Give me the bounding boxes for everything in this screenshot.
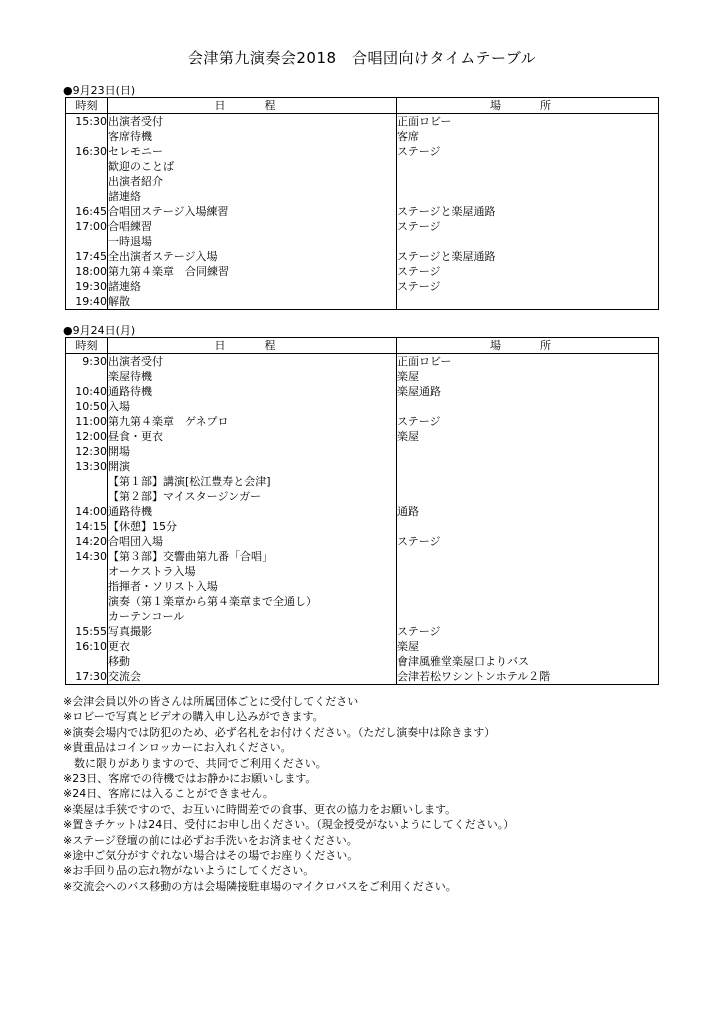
schedule-cell: 第九第４楽章 ゲネプロ bbox=[108, 414, 397, 429]
time-cell: 14:15 bbox=[66, 519, 108, 534]
place-cell bbox=[397, 159, 659, 174]
time-cell: 12:30 bbox=[66, 444, 108, 459]
time-cell bbox=[66, 234, 108, 249]
place-cell bbox=[397, 174, 659, 189]
place-cell: ステージ bbox=[397, 219, 659, 234]
place-cell bbox=[397, 234, 659, 249]
note-item: ※お手回り品の忘れ物がないようにしてください。 bbox=[63, 864, 315, 878]
time-cell: 9:30 bbox=[66, 354, 108, 370]
time-cell: 13:30 bbox=[66, 459, 108, 474]
place-cell: ステージ bbox=[397, 624, 659, 639]
table-row bbox=[66, 474, 659, 489]
note-item: ※交流会へのバス移動の方は会場隣接駐車場のマイクロバスをご利用ください。 bbox=[63, 879, 457, 893]
note-item: ※貴重品はコインロッカーにお入れください。 bbox=[63, 741, 292, 755]
time-cell: 10:40 bbox=[66, 384, 108, 399]
time-cell: 17:30 bbox=[66, 669, 108, 685]
place-cell: 楽屋 bbox=[397, 429, 659, 444]
table-row bbox=[66, 294, 659, 310]
time-cell: 12:00 bbox=[66, 429, 108, 444]
schedule-cell: カーテンコール bbox=[108, 609, 397, 624]
page-title: 会津第九演奏会2018 合唱団向けタイムテーブル bbox=[187, 49, 537, 67]
table-row bbox=[66, 234, 659, 249]
schedule-cell: 歓迎のことば bbox=[108, 159, 397, 174]
schedule-cell: オーケストラ入場 bbox=[108, 564, 397, 579]
time-cell bbox=[66, 189, 108, 204]
schedule-cell: 出演者紹介 bbox=[108, 174, 397, 189]
schedule-cell: 諸連絡 bbox=[108, 279, 397, 294]
schedule-cell: 通路待機 bbox=[108, 504, 397, 519]
note-item: 数に限りがありますので、共同でご利用ください。 bbox=[63, 756, 327, 770]
schedule-cell: 客席待機 bbox=[108, 129, 397, 144]
schedule-cell: 出演者受付 bbox=[108, 114, 397, 130]
table-row bbox=[66, 594, 659, 609]
place-cell: 通路 bbox=[397, 504, 659, 519]
time-cell: 14:00 bbox=[66, 504, 108, 519]
table-row bbox=[66, 579, 659, 594]
time-cell bbox=[66, 369, 108, 384]
schedule-cell: 指揮者・ソリスト入場 bbox=[108, 579, 397, 594]
table-row bbox=[66, 534, 659, 549]
time-cell: 19:30 bbox=[66, 279, 108, 294]
time-cell bbox=[66, 654, 108, 669]
table-row bbox=[66, 144, 659, 159]
schedule-cell: 開演 bbox=[108, 459, 397, 474]
place-cell bbox=[397, 399, 659, 414]
notes-list bbox=[63, 694, 514, 894]
schedule-cell: 通路待機 bbox=[108, 384, 397, 399]
schedule-cell: 更衣 bbox=[108, 639, 397, 654]
schedule-cell: 開場 bbox=[108, 444, 397, 459]
schedule-cell: 交流会 bbox=[108, 669, 397, 685]
time-cell bbox=[66, 489, 108, 504]
place-cell: 楽屋通路 bbox=[397, 384, 659, 399]
time-cell: 17:45 bbox=[66, 249, 108, 264]
time-cell bbox=[66, 159, 108, 174]
time-cell: 16:30 bbox=[66, 144, 108, 159]
table-header-row bbox=[66, 338, 659, 354]
table-row bbox=[66, 204, 659, 219]
table-row bbox=[66, 249, 659, 264]
table-row bbox=[66, 129, 659, 144]
time-cell: 11:00 bbox=[66, 414, 108, 429]
place-cell: 楽屋 bbox=[397, 369, 659, 384]
place-cell: 会津若松ワシントンホテル２階 bbox=[397, 669, 659, 685]
place-cell: 客席 bbox=[397, 129, 659, 144]
note-item: ※置きチケットは24日、受付にお申し出ください。（現金授受がないようにしてください。） bbox=[63, 818, 515, 832]
day2-label: ●9月24日(月) bbox=[63, 324, 136, 337]
place-cell bbox=[397, 474, 659, 489]
time-cell: 15:55 bbox=[66, 624, 108, 639]
table-header-row bbox=[66, 98, 659, 114]
time-cell bbox=[66, 579, 108, 594]
note-item: ※ロビーで写真とビデオの購入申し込みができます。 bbox=[63, 710, 324, 724]
time-cell: 17:00 bbox=[66, 219, 108, 234]
table-row bbox=[66, 504, 659, 519]
table-row bbox=[66, 609, 659, 624]
day1-schedule-table bbox=[65, 97, 659, 310]
place-cell: 正面ロビー bbox=[397, 354, 659, 370]
schedule-cell: 全出演者ステージ入場 bbox=[108, 249, 397, 264]
table-row bbox=[66, 414, 659, 429]
place-cell: ステージと楽屋通路 bbox=[397, 249, 659, 264]
schedule-cell: 【第１部】講演[松江豊寿と会津] bbox=[108, 474, 397, 489]
time-cell bbox=[66, 174, 108, 189]
place-cell bbox=[397, 189, 659, 204]
time-cell bbox=[66, 129, 108, 144]
schedule-cell: 演奏（第１楽章から第４楽章まで全通し） bbox=[108, 594, 397, 609]
time-cell: 15:30 bbox=[66, 114, 108, 130]
place-cell bbox=[397, 549, 659, 564]
schedule-cell: 出演者受付 bbox=[108, 354, 397, 370]
schedule-cell: 【第２部】マイスタージンガー bbox=[108, 489, 397, 504]
place-cell: 楽屋 bbox=[397, 639, 659, 654]
time-cell: 14:20 bbox=[66, 534, 108, 549]
time-cell bbox=[66, 474, 108, 489]
schedule-cell: 楽屋待機 bbox=[108, 369, 397, 384]
place-cell: ステージ bbox=[397, 534, 659, 549]
schedule-cell: 合唱練習 bbox=[108, 219, 397, 234]
place-cell bbox=[397, 444, 659, 459]
note-item: ※会津会員以外の皆さんは所属団体ごとに受付してください bbox=[63, 695, 359, 708]
schedule-cell: 移動 bbox=[108, 654, 397, 669]
table-row bbox=[66, 114, 659, 130]
time-cell bbox=[66, 564, 108, 579]
table-row bbox=[66, 174, 659, 189]
schedule-cell: セレモニー bbox=[108, 144, 397, 159]
day2-rows bbox=[66, 354, 659, 685]
schedule-cell: 昼食・更衣 bbox=[108, 429, 397, 444]
day1-label: ●9月23日(日) bbox=[63, 84, 136, 97]
place-cell bbox=[397, 579, 659, 594]
header-time: 時刻 bbox=[66, 98, 108, 114]
note-item: ※23日、客席での待機ではお静かにお願いします。 bbox=[63, 772, 317, 786]
place-cell bbox=[397, 519, 659, 534]
note-item: ※24日、客席には入ることができません。 bbox=[63, 787, 274, 801]
table-row bbox=[66, 369, 659, 384]
place-cell: ステージ bbox=[397, 279, 659, 294]
time-cell: 18:00 bbox=[66, 264, 108, 279]
schedule-cell: 入場 bbox=[108, 399, 397, 414]
table-row bbox=[66, 639, 659, 654]
place-cell: 會津風雅堂楽屋口よりバス bbox=[397, 654, 659, 669]
table-row bbox=[66, 189, 659, 204]
schedule-cell: 【休憩】15分 bbox=[108, 519, 397, 534]
schedule-cell: 写真撮影 bbox=[108, 624, 397, 639]
place-cell bbox=[397, 489, 659, 504]
header-schedule: 日 程 bbox=[108, 98, 397, 114]
table-row bbox=[66, 429, 659, 444]
table-row bbox=[66, 279, 659, 294]
place-cell: ステージ bbox=[397, 414, 659, 429]
place-cell bbox=[397, 459, 659, 474]
note-item: ※ステージ登壇の前には必ずお手洗いをお済ませください。 bbox=[63, 833, 358, 847]
time-cell: 19:40 bbox=[66, 294, 108, 310]
place-cell: 正面ロビー bbox=[397, 114, 659, 130]
table-row bbox=[66, 384, 659, 399]
place-cell bbox=[397, 594, 659, 609]
table-row bbox=[66, 624, 659, 639]
place-cell: ステージ bbox=[397, 144, 659, 159]
table-row bbox=[66, 399, 659, 414]
table-row bbox=[66, 669, 659, 685]
place-cell: ステージ bbox=[397, 264, 659, 279]
day2-schedule-table bbox=[65, 337, 659, 685]
note-item: ※途中ご気分がすぐれない場合はその場でお座りください。 bbox=[63, 849, 359, 863]
schedule-cell: 解散 bbox=[108, 294, 397, 310]
schedule-cell: 一時退場 bbox=[108, 234, 397, 249]
header-place: 場 所 bbox=[397, 338, 659, 354]
time-cell: 16:10 bbox=[66, 639, 108, 654]
table-row bbox=[66, 489, 659, 504]
time-cell: 10:50 bbox=[66, 399, 108, 414]
schedule-cell: 諸連絡 bbox=[108, 189, 397, 204]
schedule-cell: 【第３部】交響曲第九番「合唱」 bbox=[108, 549, 397, 564]
table-row bbox=[66, 264, 659, 279]
schedule-cell: 第九第４楽章 合同練習 bbox=[108, 264, 397, 279]
time-cell: 14:30 bbox=[66, 549, 108, 564]
note-item: ※楽屋は手狭ですので、お互いに時間差での食事、更衣の協力をお願いします。 bbox=[63, 802, 457, 816]
time-cell: 16:45 bbox=[66, 204, 108, 219]
table-row bbox=[66, 219, 659, 234]
place-cell bbox=[397, 294, 659, 310]
place-cell bbox=[397, 564, 659, 579]
place-cell: ステージと楽屋通路 bbox=[397, 204, 659, 219]
table-row bbox=[66, 519, 659, 534]
table-row bbox=[66, 354, 659, 370]
time-cell bbox=[66, 594, 108, 609]
note-item: ※演奏会場内では防犯のため、必ず名札をお付けください。（ただし演奏中は除きます） bbox=[63, 725, 496, 739]
place-cell bbox=[397, 609, 659, 624]
schedule-cell: 合唱団入場 bbox=[108, 534, 397, 549]
day1-rows bbox=[66, 114, 659, 310]
table-row bbox=[66, 564, 659, 579]
table-row bbox=[66, 459, 659, 474]
table-row bbox=[66, 549, 659, 564]
table-row bbox=[66, 444, 659, 459]
header-time: 時刻 bbox=[66, 338, 108, 354]
time-cell bbox=[66, 609, 108, 624]
table-row bbox=[66, 159, 659, 174]
table-row bbox=[66, 654, 659, 669]
schedule-cell: 合唱団ステージ入場練習 bbox=[108, 204, 397, 219]
header-schedule: 日 程 bbox=[108, 338, 397, 354]
header-place: 場 所 bbox=[397, 98, 659, 114]
